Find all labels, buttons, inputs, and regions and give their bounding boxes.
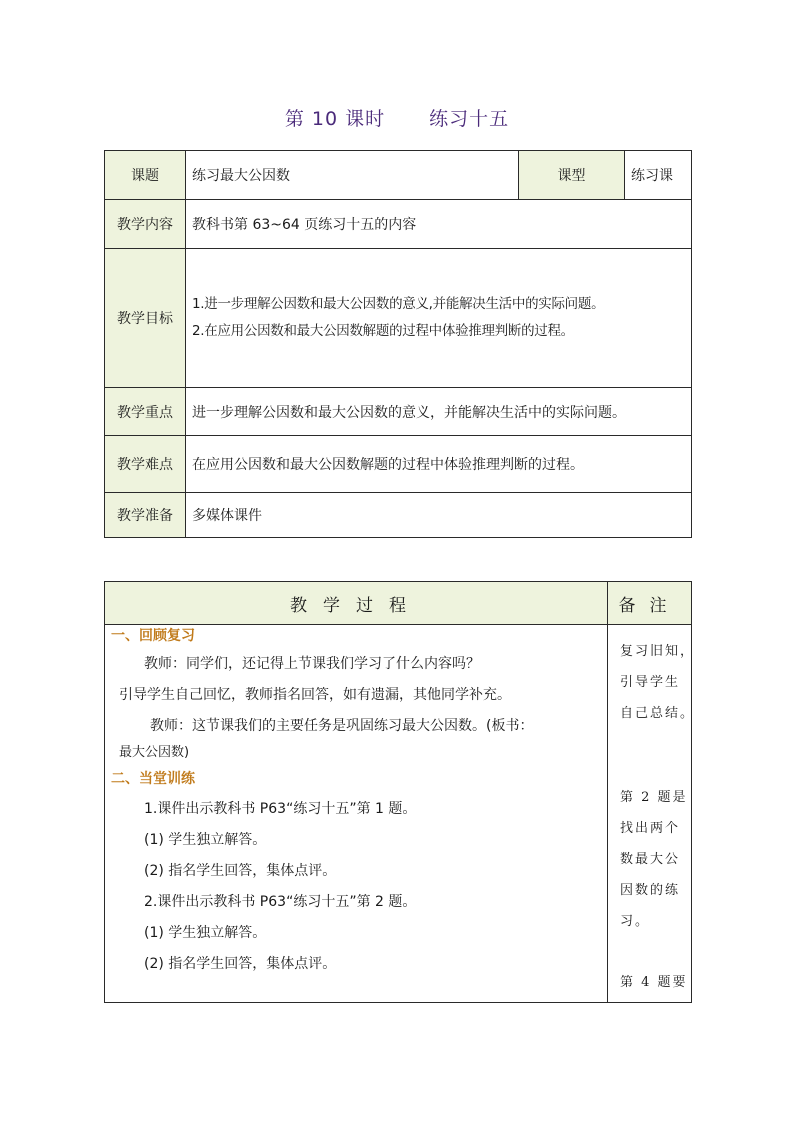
prep-label: 教学准备	[105, 493, 186, 538]
process-line: 教师：这节课我们的主要任务是巩固练习最大公因数。(板书：	[150, 718, 534, 734]
type-value: 练习课	[625, 151, 692, 200]
note-line: 第 2 题是	[620, 790, 688, 805]
process-line: 2.课件出示教科书 P63“练习十五”第 2 题。	[144, 894, 417, 910]
goals-row	[105, 249, 692, 388]
note-line: 引导学生	[620, 675, 681, 690]
type-label: 课型	[519, 151, 625, 200]
teaching-process-table	[104, 581, 696, 1003]
key-value: 进一步理解公因数和最大公因数的意义，并能解决生活中的实际问题。	[186, 388, 692, 436]
process-body-row	[105, 625, 692, 1003]
note-line: 因数的练	[620, 883, 681, 898]
content-value: 教科书第 63~64 页练习十五的内容	[186, 200, 692, 249]
note-line: 习。	[620, 914, 651, 929]
prep-value: 多媒体课件	[186, 493, 692, 538]
key-label: 教学重点	[105, 388, 186, 436]
note-line: 第 4 题要	[620, 975, 688, 990]
goal-item: 2.在应用公因数和最大公因数解题的过程中体验推理判断的过程。	[192, 323, 574, 339]
note-line: 找出两个	[620, 821, 681, 836]
key-row	[105, 388, 692, 436]
topic-label: 课题	[105, 151, 186, 200]
process-line: 最大公因数)	[119, 745, 190, 760]
difficulty-row	[105, 436, 692, 493]
page-title	[0, 104, 794, 131]
note-header: 备注	[608, 582, 692, 625]
process-line: (2) 指名学生回答，集体点评。	[144, 956, 337, 972]
process-line: (1) 学生独立解答。	[144, 925, 267, 941]
topic-row	[105, 151, 692, 200]
process-content	[105, 625, 608, 1003]
note-line	[608, 937, 691, 967]
process-line: (1) 学生独立解答。	[144, 832, 267, 848]
lesson-name: 练习十五	[429, 108, 510, 130]
process-header-row	[105, 582, 692, 625]
process-line: 1.课件出示教科书 P63“练习十五”第 1 题。	[144, 801, 417, 817]
lesson-info-table	[104, 150, 692, 538]
goals-value	[186, 249, 692, 388]
topic-value: 练习最大公因数	[186, 151, 519, 200]
note-line: 数最大公	[620, 852, 681, 867]
note-line: 自己总结。	[620, 706, 696, 721]
process-line: 教师：同学们，还记得上节课我们学习了什么内容吗？	[144, 656, 480, 672]
lesson-number: 第 10 课时	[284, 108, 386, 130]
section-practice-title: 二、当堂训练	[111, 771, 195, 787]
process-line: (2) 指名学生回答，集体点评。	[144, 863, 337, 879]
note-line	[608, 729, 691, 758]
goals-label: 教学目标	[105, 249, 186, 388]
section-review-title: 一、回顾复习	[111, 628, 195, 644]
note-line: 复习旧知，	[620, 644, 696, 659]
note-line	[608, 758, 691, 782]
prep-row	[105, 493, 692, 538]
difficulty-value: 在应用公因数和最大公因数解题的过程中体验推理判断的过程。	[186, 436, 692, 493]
content-label: 教学内容	[105, 200, 186, 249]
content-row	[105, 200, 692, 249]
process-line: 引导学生自己回忆，教师指名回答，如有遗漏，其他同学补充。	[119, 687, 511, 703]
difficulty-label: 教学难点	[105, 436, 186, 493]
notes-content	[608, 625, 696, 1003]
process-header: 教学过程	[105, 582, 608, 625]
goal-item: 1.进一步理解公因数和最大公因数的意义,并能解决生活中的实际问题。	[192, 296, 605, 312]
